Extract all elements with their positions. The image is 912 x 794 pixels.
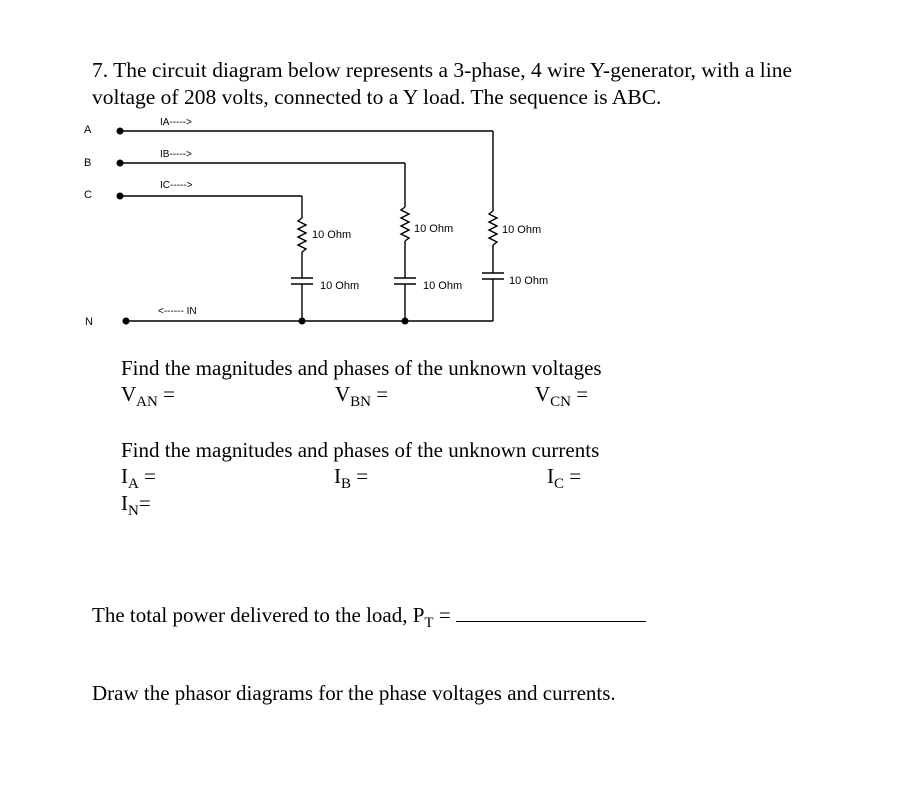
- capacitor-label-b: 10 Ohm: [423, 280, 463, 292]
- capacitor-label-a: 10 Ohm: [509, 275, 549, 287]
- current-label-ib: IB----->: [160, 149, 192, 160]
- current-label-ic: IC----->: [160, 180, 193, 191]
- junction-1: [299, 318, 306, 325]
- power-line: The total power delivered to the load, $P_T$ =: [92, 601, 646, 628]
- van-label: $V_{AN}$ =: [121, 382, 175, 410]
- node-label-n: N: [85, 316, 93, 328]
- vcn-label: $V_{CN}$ =: [535, 382, 589, 410]
- junction-2: [402, 318, 409, 325]
- vbn-label: $V_{BN}$ =: [335, 382, 389, 410]
- resistor-c: [298, 218, 306, 252]
- voltages-prompt: Find the magnitudes and phases of the unknown voltages: [121, 356, 602, 380]
- node-label-a: A: [84, 124, 92, 136]
- question-line-2: voltage of 208 volts, connected to a Y load. The sequence is ABC.: [92, 85, 662, 109]
- power-answer-blank[interactable]: [456, 601, 646, 622]
- current-label-ia: IA----->: [160, 117, 192, 128]
- resistor-a: [489, 211, 497, 245]
- resistor-b: [401, 207, 409, 241]
- currents-prompt: Find the magnitudes and phases of the unknown currents: [121, 438, 600, 462]
- terminal-b: [117, 160, 124, 167]
- terminal-n: [123, 318, 130, 325]
- ib-label: $I_B$ =: [334, 464, 369, 492]
- resistor-label-b: 10 Ohm: [414, 223, 454, 235]
- resistor-label-c: 10 Ohm: [312, 229, 352, 241]
- node-label-b: B: [84, 157, 92, 169]
- terminal-a: [117, 128, 124, 135]
- in-label: $I_N=$: [121, 491, 151, 519]
- terminal-c: [117, 193, 124, 200]
- ia-label: $I_A$ =: [121, 464, 156, 492]
- node-label-c: C: [84, 189, 92, 201]
- capacitor-label-c: 10 Ohm: [320, 280, 360, 292]
- phasor-instruction: Draw the phasor diagrams for the phase voltages and currents.: [92, 681, 616, 705]
- question-line-1: 7. The circuit diagram below represents a 3-phase, 4 wire Y-generator, with a line: [92, 58, 793, 82]
- ic-label: $I_C$ =: [547, 464, 582, 492]
- resistor-label-a: 10 Ohm: [502, 224, 542, 236]
- current-label-in: <------ IN: [158, 306, 197, 317]
